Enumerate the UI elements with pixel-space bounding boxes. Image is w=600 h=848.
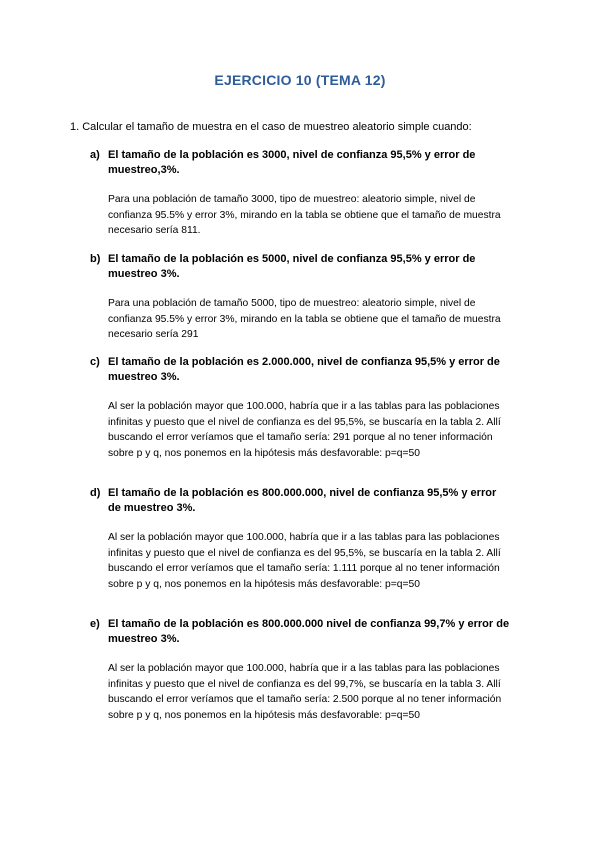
exercise-item-c <box>90 355 510 461</box>
item-answer: Al ser la población mayor que 100.000, habría que ir a las tablas para las poblaciones infinitas y puesto que el nivel de confianza es del 99,7%, se buscaría en la tabla 3. Allí buscando el error veríamos que el tamaño sería: 2.500 porque al no tener información sobre p y q, nos ponemos en la hipótesis más desfavorable: p=q=50 <box>108 663 502 721</box>
item-answer: Al ser la población mayor que 100.000, habría que ir a las tablas para las poblaciones infinitas y puesto que el nivel de confianza es del 95,5%, se buscaría en la tabla 2. Allí buscando el error veríamos que el tamaño sería: 291 porque al no tener información sobre p y q, nos ponemos en la hipótesis más desfavorable: p=q=50 <box>108 401 501 459</box>
exercise-statement: 1. Calcular el tamaño de muestra en el caso de muestreo aleatorio simple cuando: <box>70 121 472 133</box>
item-heading: El tamaño de la población es 800.000.000 nivel de confianza 99,7% y error de muestreo 3%. <box>108 618 510 645</box>
item-answer: Al ser la población mayor que 100.000, habría que ir a las tablas para las poblaciones infinitas y puesto que el nivel de confianza es del 95,5%, se buscaría en la tabla 2. Allí buscando el error veríamos que el tamaño sería: 1.111 porque al no tener información sobre p y q, nos ponemos en la hipótesis más desfavorable: p=q=50 <box>108 532 501 590</box>
exercise-item-a <box>90 148 510 239</box>
item-heading: El tamaño de la población es 2.000.000, nivel de confianza 95,5% y error de muestreo 3%. <box>108 356 500 383</box>
exercise-item-e <box>90 617 510 723</box>
item-label: e) <box>90 618 100 630</box>
item-label: c) <box>90 356 100 368</box>
item-heading: El tamaño de la población es 3000, nivel de confianza 95,5% y error de muestreo,3%. <box>108 149 476 176</box>
exercise-item-d <box>90 486 510 592</box>
item-heading: El tamaño de la población es 800.000.000, nivel de confianza 95,5% y error de muestreo 3%. <box>108 487 497 514</box>
document-title: EJERCICIO 10 (TEMA 12) <box>214 72 386 88</box>
item-answer: Para una población de tamaño 5000, tipo de muestreo: aleatorio simple, nivel de confianza 95.5% y error 3%, mirando en la tabla se obtiene que el tamaño de muestra necesario sería 291 <box>108 298 501 340</box>
item-label: a) <box>90 149 100 161</box>
exercise-item-b <box>90 252 510 343</box>
item-label: b) <box>90 253 101 265</box>
item-answer: Para una población de tamaño 3000, tipo de muestreo: aleatorio simple, nivel de confianza 95.5% y error 3%, mirando en la tabla se obtiene que el tamaño de muestra necesario sería 811. <box>108 194 501 236</box>
item-label: d) <box>90 487 101 499</box>
item-heading: El tamaño de la población es 5000, nivel de confianza 95,5% y error de muestreo 3%. <box>108 253 476 280</box>
